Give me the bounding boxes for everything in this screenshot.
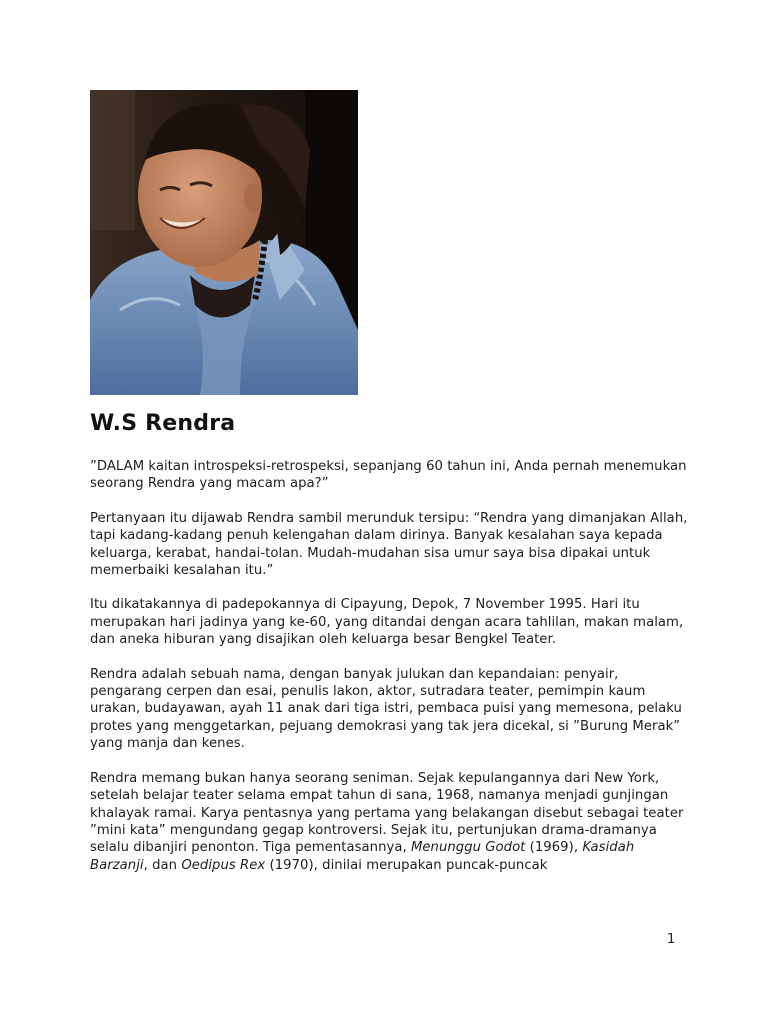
- paragraph-text: (1970), dinilai merupakan puncak-puncak: [265, 857, 548, 873]
- paragraph-text: ”DALAM kaitan introspeksi-retrospeksi, sepanjang 60 tahun ini, Anda pernah menemukan seorang Rendra yang macam apa?”: [90, 459, 687, 492]
- paragraph: [90, 510, 690, 580]
- paragraph-text: Rendra adalah sebuah nama, dengan banyak julukan dan kepandaian: penyair, pengarang cerpen dan esai, penulis lakon, aktor, sutradara teater, pemimpin kaum urakan, budayawan, ayah 11 anak dari tiga istri, pembaca puisi yang memesona, pelaku protes yang menggetarkan, pejuang demokrasi yang tak jera dicekal, si ”Burung Merak” yang manja dan kenes.: [90, 666, 682, 752]
- paragraph: [90, 770, 690, 874]
- paragraph: [90, 458, 690, 493]
- italic-title-text: Kasidah Barzanji: [90, 840, 635, 873]
- page-title: W.S Rendra: [90, 411, 236, 436]
- paragraph-text: Rendra memang bukan hanya seorang seniman. Sejak kepulangannya dari New York, setelah belajar teater selama empat tahun di sana, 1968, namanya menjadi gunjingan khalayak ramai. Karya pentasnya yang pertama yang belakangan disebut sebagai teater ”mini kata” mengundang gegap kontroversi. Sejak itu, pertunjukan drama-dramanya selalu dibanjiri penonton. Tiga pementasannya,: [90, 770, 684, 856]
- paragraph-text: , dan: [143, 857, 182, 873]
- portrait-illustration: [90, 90, 358, 395]
- paragraph: [90, 666, 690, 753]
- paragraph-text: Pertanyaan itu dijawab Rendra sambil merunduk tersipu: “Rendra yang dimanjakan Allah, tapi kadang-kadang penuh kelengahan dalam dirinya. Banyak kesalahan saya kepada keluarga, kerabat, handai-tolan. Mudah-mudahan sisa umur saya bisa dipakai untuk memerbaiki kesalahan itu.”: [90, 510, 688, 579]
- italic-title-text: Oedipus Rex: [181, 857, 266, 873]
- italic-title-text: Menunggu Godot: [410, 840, 526, 856]
- portrait-photo: [90, 90, 358, 395]
- page-number: 1: [667, 932, 676, 947]
- paragraph-text: (1969),: [525, 840, 583, 856]
- article-body: [90, 458, 690, 891]
- paragraph-text: Itu dikatakannya di padepokannya di Cipayung, Depok, 7 November 1995. Hari itu merupakan hari jadinya yang ke-60, yang ditandai dengan acara tahlilan, makan malam, dan aneka hiburan yang disajikan oleh keluarga besar Bengkel Teater.: [90, 597, 684, 648]
- paragraph: [90, 596, 690, 648]
